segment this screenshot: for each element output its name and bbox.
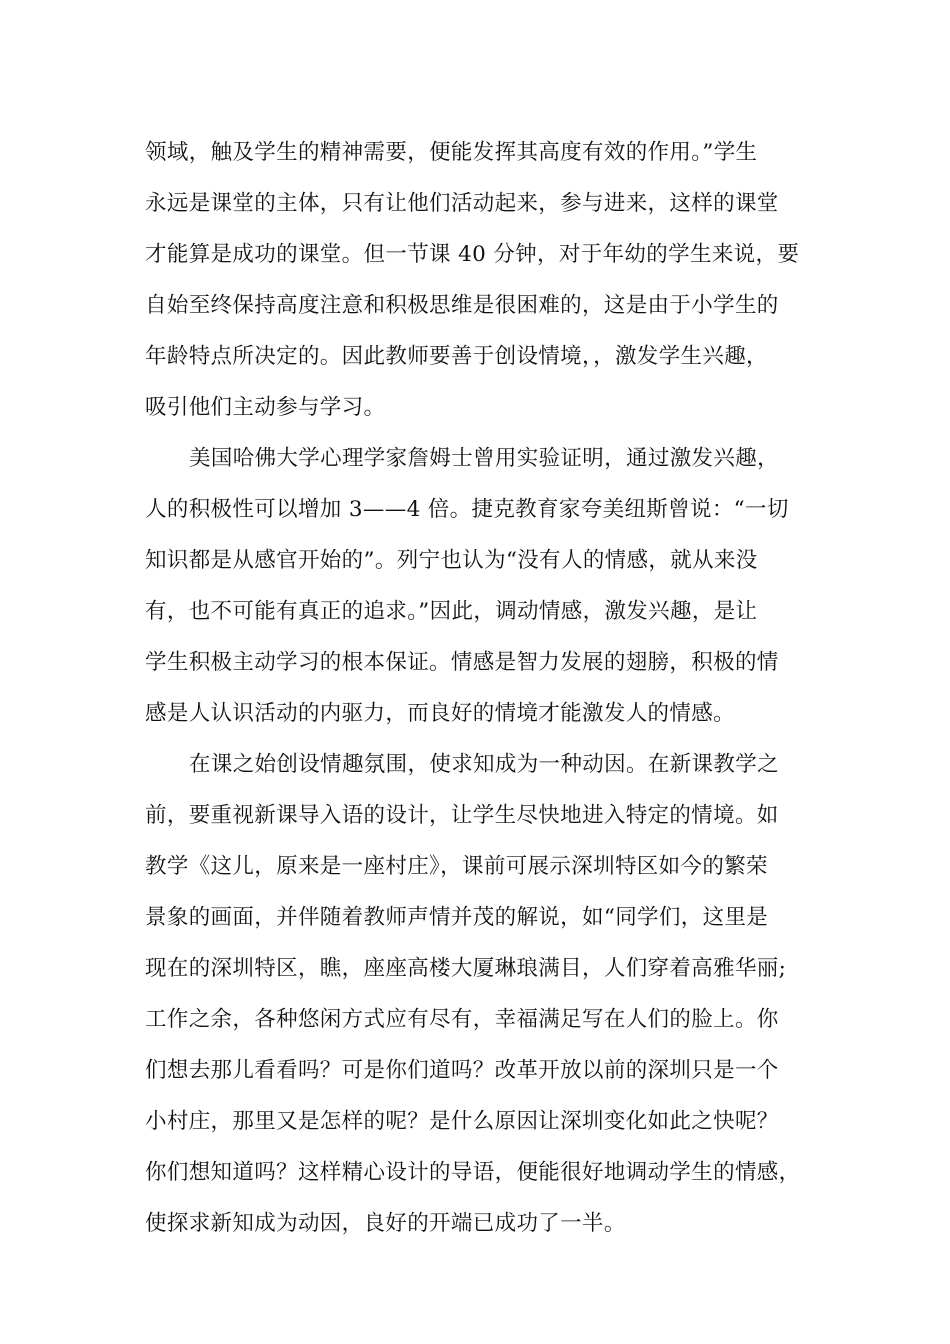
text-line: 你们想知道吗？这样精心设计的导语，便能很好地调动学生的情感， <box>145 1160 801 1185</box>
text-line: 现在的深圳特区，瞧，座座高楼大厦琳琅满目，人们穿着高雅华丽; <box>145 956 787 981</box>
text-line: 使探求新知成为动因，良好的开端已成功了一半。 <box>145 1211 626 1236</box>
text-line: 感是人认识活动的内驱力，而良好的情境才能激发人的情感。 <box>145 701 735 726</box>
text-line: 小村庄，那里又是怎样的呢？是什么原因让深圳变化如此之快呢？ <box>145 1109 779 1134</box>
text-line: 们想去那儿看看吗？可是你们道吗？改革开放以前的深圳只是一个 <box>145 1058 779 1083</box>
text-line: 年龄特点所决定的。因此教师要善于创设情境，，激发学生兴趣， <box>145 344 768 369</box>
paragraph-3 <box>145 739 810 1249</box>
text-line: 前，要重视新课导入语的设计，让学生尽快地进入特定的情境。如 <box>145 803 779 828</box>
text-line: 美国哈佛大学心理学家詹姆士曾用实验证明，通过激发兴趣， <box>189 446 779 471</box>
text-line: 才能算是成功的课堂。但一节课 40 分钟，对于年幼的学生来说，要 <box>145 242 800 267</box>
text-line: 自始至终保持高度注意和积极思维是很困难的，这是由于小学生的 <box>145 293 779 318</box>
text-line: 有，也不可能有真正的追求。”因此，调动情感，激发兴趣，是让 <box>145 599 758 624</box>
text-line: 领域，触及学生的精神需要，便能发挥其高度有效的作用。”学生 <box>145 140 758 165</box>
text-line: 学生积极主动学习的根本保证。情感是智力发展的翅膀，积极的情 <box>145 650 779 675</box>
text-line: 景象的画面，并伴随着教师声情并茂的解说，如“同学们，这里是 <box>145 905 769 930</box>
text-line: 教学《这儿，原来是一座村庄》，课前可展示深圳特区如今的繁荣 <box>145 854 768 879</box>
document-body <box>145 127 810 1249</box>
text-line: 永远是课堂的主体，只有让他们活动起来，参与进来，这样的课堂 <box>145 191 779 216</box>
text-line: 工作之余，各种悠闲方式应有尽有，幸福满足写在人们的脸上。你 <box>145 1007 779 1032</box>
paragraph-2 <box>145 433 810 739</box>
text-line: 人的积极性可以增加 3——4 倍。捷克教育家夸美纽斯曾说：“一切 <box>145 497 789 522</box>
text-line: 知识都是从感官开始的”。列宁也认为“没有人的情感，就从来没 <box>145 548 758 573</box>
paragraph-1 <box>145 127 810 433</box>
text-line: 吸引他们主动参与学习。 <box>145 395 386 420</box>
text-line: 在课之始创设情趣氛围，使求知成为一种动因。在新课教学之 <box>189 752 779 777</box>
